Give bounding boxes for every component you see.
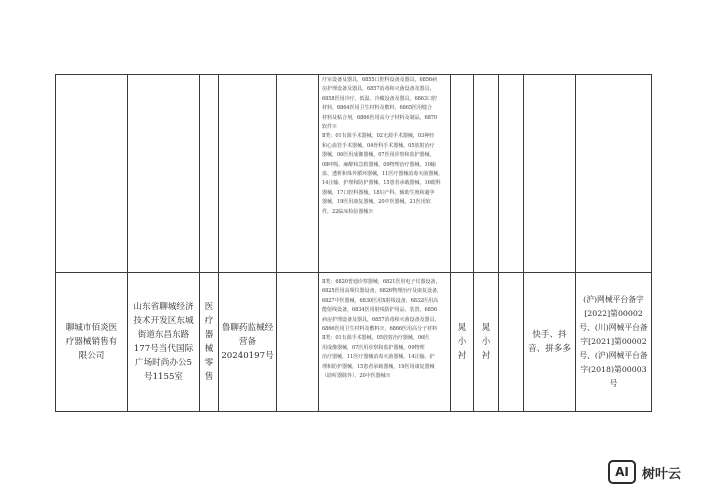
- store-name: [451, 273, 473, 411]
- row2-business-scope: [322, 278, 446, 381]
- col-line: [651, 74, 652, 412]
- col-line: [498, 74, 499, 412]
- watermark: [608, 457, 704, 487]
- business-type: [200, 273, 218, 411]
- company-address-text: 山东省聊城经济技术开发区东城街道东昌东路177号当代国际广场时尚办公5号1155室: [133, 302, 194, 382]
- scope2-line: 6866医用卫生材料及敷料※，6866医用高分子材料: [322, 326, 438, 333]
- business-type-text: 医疗器械零售: [204, 302, 214, 382]
- shop-name-text: 晁小衬: [481, 323, 491, 361]
- scope1-line: 14注输、护理和防护器械，15患者承载器械，16眼科: [322, 180, 441, 187]
- scope1-line: Ⅱ类：01有源手术器械，02无源手术器械，03神经: [322, 133, 435, 140]
- scope2-line: 病房护理设备及器具，6857消毒和灭菌设备及器具，: [322, 316, 440, 323]
- row1-business-scope: [322, 76, 446, 217]
- scope1-line: 软件※: [322, 124, 337, 131]
- scope1-line: 材料，6864医用卫生材料及敷料，6865医用缝合: [322, 105, 433, 112]
- scope1-line: 器械，19医用康复器械，20中医器械，21医用软: [322, 199, 431, 206]
- store-name-text: 晁小衬: [457, 323, 467, 361]
- company-name-text: 聊城市佰炎医疗器械销售有限公司: [65, 323, 118, 361]
- scope2-line: 治疗器械，11医疗器械消毒灭菌器械，14注输、护: [322, 354, 435, 361]
- company-address: [129, 273, 198, 411]
- scope2-line: 能射线设备，6834医用射线防护用品、装置，6856: [322, 307, 438, 314]
- scope1-line: 材料及粘合剂，6866医用高分子材料及制品，6870: [322, 114, 438, 121]
- scope2-line: 6827中医器械，6830医用X射线设备，6832医用高: [322, 297, 439, 304]
- license-number-text: 鲁聊药监械经营备20240197号: [221, 323, 274, 361]
- scope1-line: 器械，17口腔科器械，18妇产科、辅助生殖和避孕: [322, 189, 435, 196]
- table-bottom-rule: [55, 411, 652, 412]
- license-number: [219, 273, 276, 411]
- platforms: [524, 273, 575, 411]
- ai-logo-icon: AI: [608, 460, 636, 484]
- scope1-line: 08呼吸、麻醉和急救器械，09物理治疗器械，10输: [322, 161, 436, 168]
- scope2-line: Ⅱ类：01有源手术器械，05放射治疗器械，06医: [322, 335, 430, 342]
- col-line: [276, 74, 277, 412]
- scope1-line: 件，22临床检验器械※: [322, 208, 374, 215]
- company-name: [57, 273, 126, 411]
- col-line: [318, 74, 319, 412]
- scope2-line: 用成像器械，07医用诊察和监护器械，09物理: [322, 344, 425, 351]
- scope2-line: Ⅱ类：6820普通诊察器械，6821医用电子仪器设备，: [322, 279, 441, 285]
- table-top-rule: [55, 74, 652, 75]
- platform-filing-numbers: [576, 273, 651, 411]
- scope1-line: 房护理设备及器具，6857消毒和灭菌设备及器具，: [322, 86, 435, 93]
- watermark-text: 树叶云: [642, 466, 682, 482]
- platform-filing-numbers-text: (沪)网械平台备字[2022]第00002号、(川)网械平台备字[2021]第00002号、(沪)网械平台备字(2018)第00003号: [579, 295, 648, 388]
- scope1-line: 疗室设备及器具，6855口腔科设备及器具，6856病: [322, 77, 438, 83]
- scope2-line: （助听器除外），20中医器械※: [322, 373, 391, 380]
- scope1-line: 和心血管手术器械，04骨科手术器械，05放射治疗: [322, 142, 435, 149]
- platforms-text: 快手、抖音、拼多多: [528, 330, 571, 354]
- col-line: [127, 74, 128, 412]
- scope1-line: 器械，06医用成像器械，07医用诊察和监护器械，: [322, 152, 435, 159]
- scope2-line: 6825医用高频仪器设备，6826物理治疗及康复设备，: [322, 288, 443, 295]
- scope1-line: 血、透析和体外循环器械，11医疗器械消毒灭菌器械，: [322, 171, 444, 178]
- scope2-line: 理和防护器械，15患者承载器械，19医用康复器械: [322, 363, 435, 370]
- shop-name: [474, 273, 498, 411]
- col-line: [55, 74, 56, 412]
- scope1-line: 6858医用冷疗、低温、冷藏设备及器具，6863口腔: [322, 95, 438, 102]
